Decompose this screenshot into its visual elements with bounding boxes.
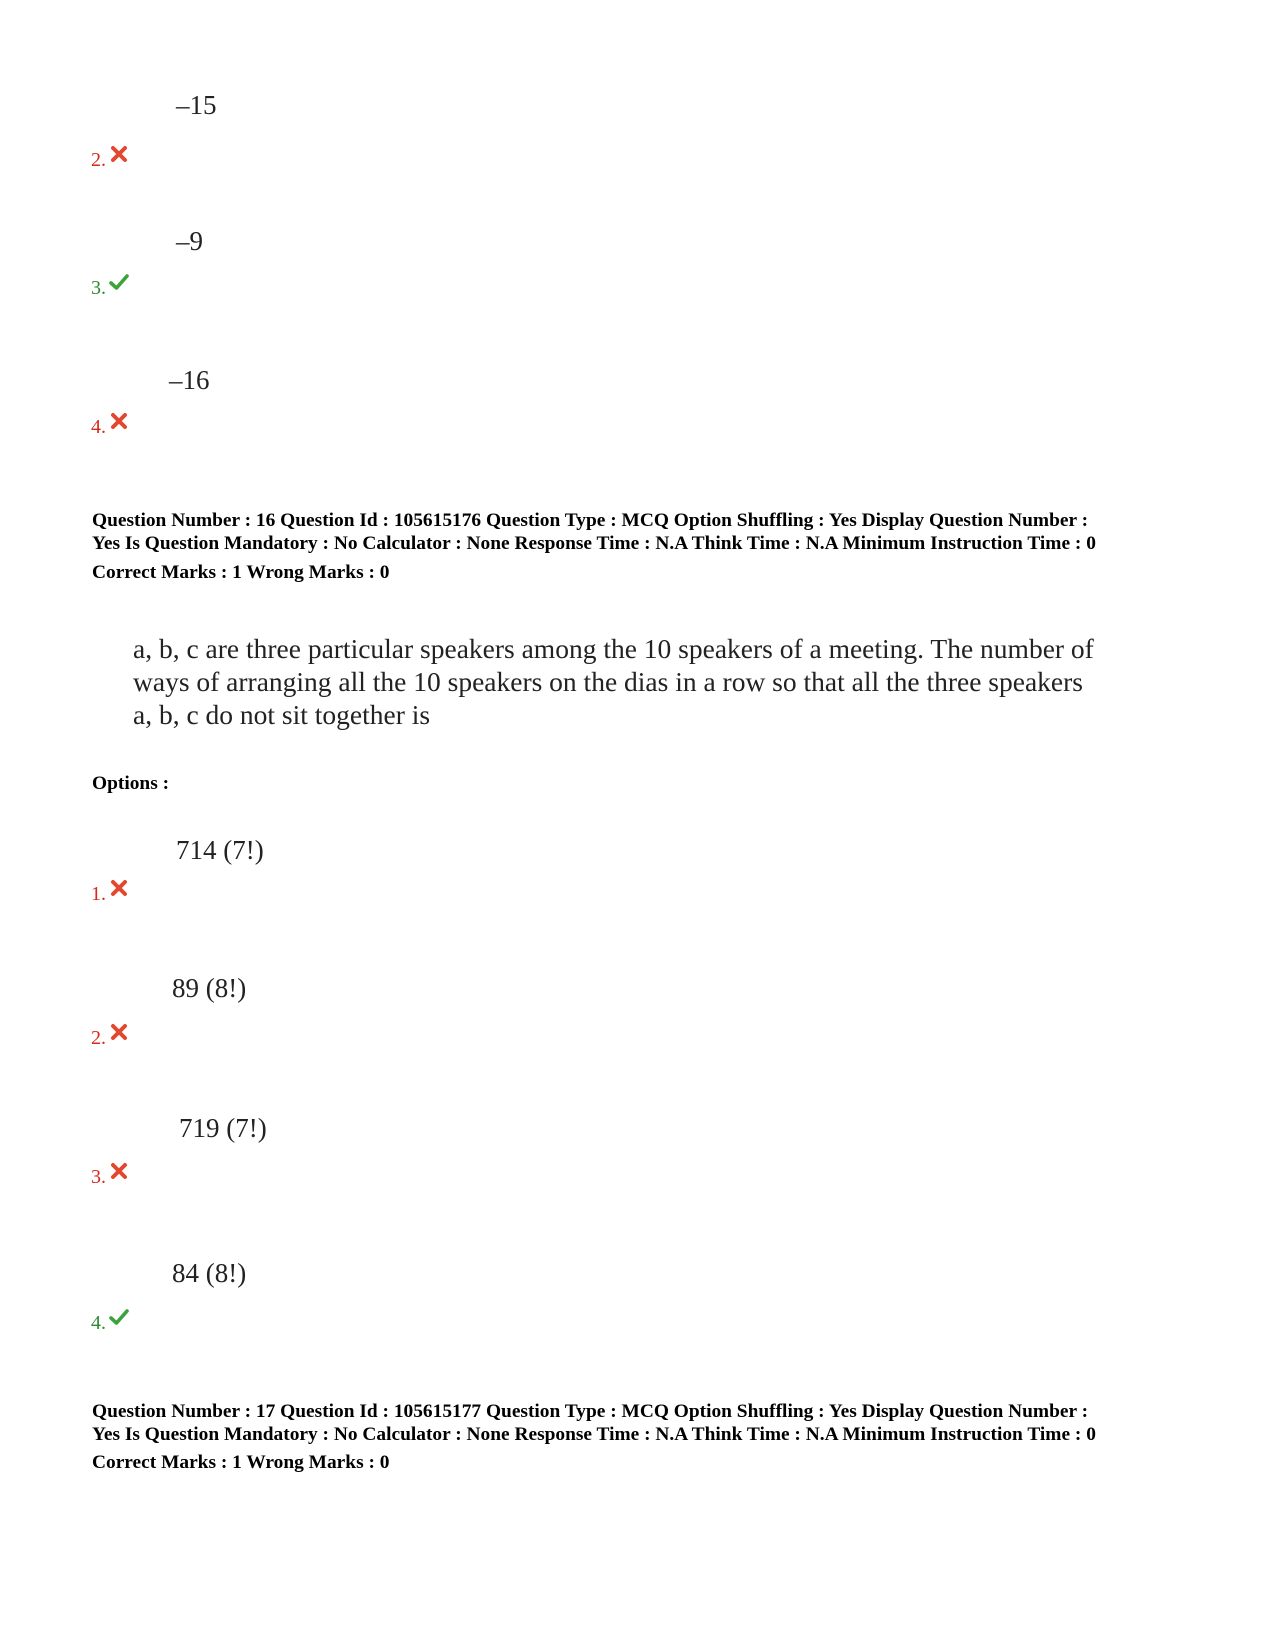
- meta-line: Yes Is Question Mandatory : No Calculator : None Response Time : N.A Think Time : N.A Minimum Instruction Time : 0: [92, 533, 1096, 554]
- cross-icon: [109, 878, 129, 898]
- cross-icon: [109, 1022, 129, 1042]
- option-number: 3.: [91, 1166, 106, 1188]
- option-value: 714 (7!): [176, 835, 264, 865]
- options-label: Options :: [92, 773, 170, 794]
- meta-line: Question Number : 17 Question Id : 105615177 Question Type : MCQ Option Shuffling : Yes Display Question Number :: [92, 1401, 1089, 1422]
- option-value: –15: [176, 90, 217, 120]
- meta-line: Question Number : 16 Question Id : 105615176 Question Type : MCQ Option Shuffling : Yes Display Question Number :: [92, 510, 1089, 531]
- option-value: –16: [169, 365, 210, 395]
- cross-icon: [109, 144, 129, 164]
- question-17-meta: [92, 1400, 1202, 1446]
- option-marker: [91, 278, 129, 298]
- question-line: a, b, c do not sit together is: [133, 699, 431, 730]
- question-16-meta: [92, 509, 1202, 555]
- option-number: 4.: [91, 416, 106, 438]
- option-marker: [91, 150, 129, 170]
- option-value: 84 (8!): [172, 1258, 247, 1288]
- option-number: 1.: [91, 883, 106, 905]
- option-number: 4.: [91, 1312, 106, 1334]
- meta-line: Yes Is Question Mandatory : No Calculator : None Response Time : N.A Think Time : N.A Minimum Instruction Time : 0: [92, 1424, 1096, 1445]
- option-value: 89 (8!): [172, 973, 247, 1003]
- option-number: 3.: [91, 277, 106, 299]
- question-line: a, b, c are three particular speakers among the 10 speakers of a meeting. The number of: [133, 633, 1094, 664]
- cross-icon: [109, 411, 129, 431]
- option-marker: [91, 884, 129, 904]
- question-16-text: [133, 632, 1153, 731]
- question-line: ways of arranging all the 10 speakers on the dias in a row so that all the three speakers: [133, 666, 1083, 697]
- question-17-marks: Correct Marks : 1 Wrong Marks : 0: [92, 1452, 390, 1473]
- cross-icon: [109, 1161, 129, 1181]
- option-value: –9: [176, 226, 203, 256]
- option-marker: [91, 1028, 129, 1048]
- question-16-marks: Correct Marks : 1 Wrong Marks : 0: [92, 562, 390, 583]
- option-marker: [91, 1313, 129, 1333]
- option-number: 2.: [91, 1027, 106, 1049]
- check-icon: [109, 1307, 129, 1327]
- option-marker: [91, 1167, 129, 1187]
- option-value: 719 (7!): [179, 1113, 267, 1143]
- option-marker: [91, 417, 129, 437]
- check-icon: [109, 272, 129, 292]
- option-number: 2.: [91, 149, 106, 171]
